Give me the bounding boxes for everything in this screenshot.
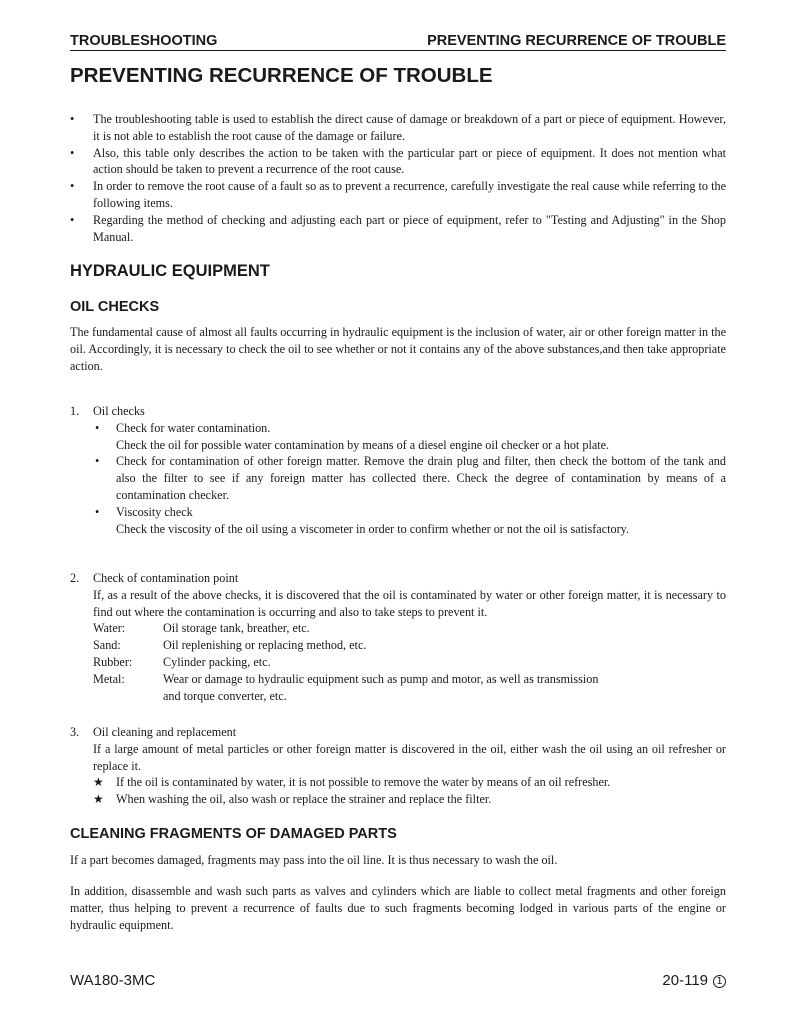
oil-checks-intro: The fundamental cause of almost all faults occurring in hydraulic equipment is the inclusion of water, air or other foreign matter in the oil. Accordingly, it is necessary to check the oil to see whether or not it contains any of the above substances,and then take appropriate action. — [70, 325, 726, 373]
item-title: Oil cleaning and replacement — [93, 725, 237, 739]
numbered-item-oil-checks — [70, 403, 726, 537]
intro-bullet: • In order to remove the root cause of a fault so as to prevent a recurrence, carefully investigate the real cause while referring to the following items. — [70, 179, 726, 210]
sub-bullet: • Check for water contamination. Check the oil for possible water contamination by means of a diesel engine oil checker or a hot plate. — [95, 420, 610, 452]
sub-bullet: • Viscosity check Check the viscosity of the oil using a viscometer in order to confirm whether or not the oil is satisfactory. — [95, 504, 629, 536]
table-row: Metal: Wear or damage to hydraulic equipment such as pump and motor, as well as transmission and torque converter, etc. — [93, 671, 599, 703]
table-row: Rubber: Cylinder packing, etc. — [93, 654, 271, 669]
bullet-icon: • — [70, 179, 75, 194]
table-row: Sand: Oil replenishing or replacing method, etc. — [93, 638, 367, 653]
item-number: 3. — [70, 725, 80, 739]
header-topic-name: PREVENTING RECURRENCE OF TROUBLE — [427, 33, 726, 49]
item-title: Check of contamination point — [93, 571, 239, 585]
running-header — [70, 32, 726, 51]
revision-mark-icon: 1 — [713, 975, 726, 988]
bullet-icon: • — [95, 454, 100, 469]
page-footer — [70, 970, 726, 992]
cleaning-paragraph-1: If a part becomes damaged, fragments may pass into the oil line. It is thus necessary to wash the oil. — [70, 853, 558, 867]
subsection-heading-oil-checks: OIL CHECKS — [70, 299, 160, 315]
item-title: Oil checks — [93, 404, 145, 418]
item-text: If, as a result of the above checks, it is discovered that the oil is contaminated by water or other foreign matter, it is necessary to find out where the contamination is occurring and also to take steps to prevent it. — [93, 587, 726, 619]
star-icon: ★ — [93, 775, 104, 790]
bullet-icon: • — [70, 112, 75, 126]
header-section-name: TROUBLESHOOTING — [70, 33, 218, 49]
numbered-item-oil-cleaning — [70, 724, 726, 808]
bullet-icon: • — [95, 420, 100, 435]
intro-bullet: • Also, this table only describes the action to be taken with the particular part or piece of equipment. It does not mention what action should be taken to prevent a recurrence of the root cause. — [70, 145, 726, 177]
footer-model: WA180-3MC — [70, 972, 156, 989]
intro-bullet: • Regarding the method of checking and adjusting each part or piece of equipment, refer to "Testing and Adjusting" in the Shop Manual. — [70, 212, 726, 244]
note-item: ★ When washing the oil, also wash or replace the strainer and replace the filter. — [93, 792, 492, 807]
star-icon: ★ — [93, 792, 104, 807]
intro-bullet: • The troubleshooting table is used to establish the direct cause of damage or breakdown of a part or piece of equipment. However, it is not able to establish the root cause of the damage or failure. — [70, 112, 726, 143]
cleaning-paragraph-2: In addition, disassemble and wash such parts as valves and cylinders which are liable to collect metal fragments and other foreign matter, thus helping to prevent a recurrence of faults due to such fragments becoming lodged in various parts of the engine or hydraulic equipment. — [70, 884, 726, 932]
item-number: 2. — [70, 571, 80, 585]
bullet-icon: • — [95, 504, 100, 519]
bullet-icon: • — [70, 145, 75, 160]
contamination-source-table — [93, 620, 598, 704]
table-row: Water: Oil storage tank, breather, etc. — [93, 621, 310, 636]
sub-bullet: • Check for contamination of other foreign matter. Remove the drain plug and filter, then check the bottom of the tank and also the filter to see if any foreign matter has collected there. Check the degree of contamination by means of a contamination checker. — [95, 454, 726, 502]
subsection-heading-cleaning: CLEANING FRAGMENTS OF DAMAGED PARTS — [70, 826, 397, 842]
item-text: If a large amount of metal particles or other foreign matter is discovered in the oil, either wash the oil using an oil refresher or replace it. — [93, 741, 726, 773]
note-item: ★ If the oil is contaminated by water, it is not possible to remove the water by means of an oil refresher. — [93, 775, 611, 790]
page-title: PREVENTING RECURRENCE OF TROUBLE — [70, 64, 493, 87]
manual-page — [70, 0, 726, 1027]
bullet-icon: • — [70, 212, 75, 227]
intro-bullet-list — [70, 111, 726, 245]
numbered-item-contamination-point — [70, 570, 726, 704]
section-heading-hydraulic: HYDRAULIC EQUIPMENT — [70, 262, 270, 280]
footer-page-number: 20-119 1 — [662, 970, 726, 992]
item-number: 1. — [70, 404, 80, 418]
